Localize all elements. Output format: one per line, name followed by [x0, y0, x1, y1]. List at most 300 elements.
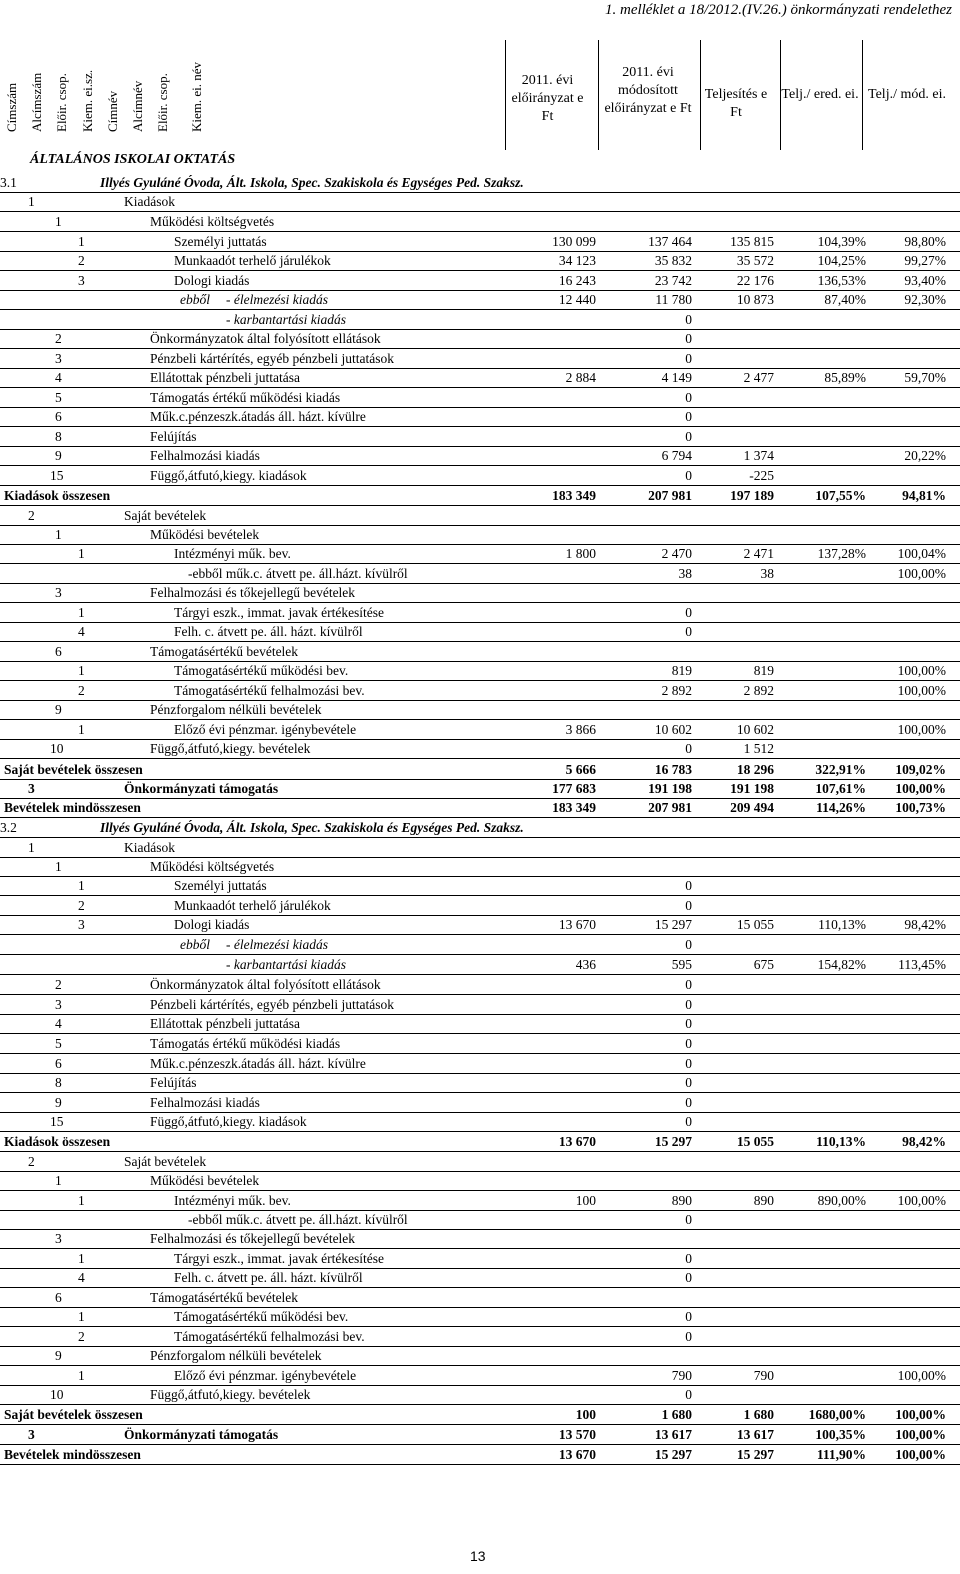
row-label: 1 [78, 546, 85, 561]
row-label: Felh. c. átvett pe. áll. házt. kívülről [174, 624, 363, 639]
table-row [0, 661, 960, 680]
row-label: - karbantartási kiadás [226, 312, 346, 327]
row-label: 1 [55, 1173, 62, 1188]
table-row [0, 407, 960, 426]
row-value: 177 683 [552, 781, 596, 796]
row-label: 2 [78, 898, 85, 913]
table-row [0, 857, 960, 876]
row-label: Felhalmozási és tőkejellegű bevételek [150, 585, 356, 600]
row-label: Tárgyi eszk., immat. javak értékesítése [174, 1251, 385, 1266]
row-value: 2 892 [743, 683, 774, 698]
row-label: Kiadások [124, 840, 175, 855]
column-header-vertical [2, 40, 22, 148]
column-header-c3: Teljesítés e Ft [704, 87, 768, 120]
column-header-vertical [103, 40, 123, 148]
row-label: Önkormányzati támogatás [124, 779, 278, 799]
row-label: 1 [78, 722, 85, 737]
table-row [0, 1366, 960, 1385]
row-label: 3 [55, 1231, 62, 1246]
table-row [0, 212, 960, 231]
row-label: Illyés Gyuláné Óvoda, Ált. Iskola, Spec. Szakiskola és Egységes Ped. Szaksz. [100, 820, 524, 835]
row-label: 1 [78, 1368, 85, 1383]
column-header-label: Címnév [105, 90, 120, 132]
row-label: 1 [78, 1193, 85, 1208]
row-label: Működési költségvetés [150, 859, 275, 874]
row-value: 85,89% [824, 370, 866, 385]
column-header-vertical [187, 40, 207, 148]
row-value: 34 123 [558, 253, 596, 268]
row-value: 38 [760, 566, 774, 581]
row-label: 3.1 [0, 175, 17, 190]
row-value: 100,00% [895, 1447, 946, 1462]
row-value: 15 297 [654, 1447, 692, 1462]
table-row [0, 1445, 960, 1464]
table-row [0, 798, 960, 817]
table-row [0, 720, 960, 739]
row-label: Bevételek mindösszesen [4, 1447, 141, 1462]
row-value: 0 [685, 977, 692, 992]
row-label: Munkaadót terhelő járulékok [174, 253, 331, 268]
row-label: Felh. c. átvett pe. áll. házt. kívülről [174, 1270, 363, 1285]
row-label: - élelmezési kiadás [226, 292, 328, 307]
table-row [0, 1191, 960, 1210]
row-value: 0 [685, 409, 692, 424]
table-row [0, 622, 960, 641]
table-row [0, 818, 960, 837]
table-row [0, 583, 960, 602]
row-value: 595 [671, 957, 692, 972]
table-row [0, 1112, 960, 1131]
table-row [0, 838, 960, 857]
table-row [0, 1210, 960, 1229]
table-row [0, 427, 960, 446]
row-value: 0 [685, 1036, 692, 1051]
row-value: 35 832 [654, 253, 692, 268]
row-label: Függő,átfutó,kiegy. bevételek [150, 1387, 311, 1402]
table-row [0, 642, 960, 661]
column-header-label: Alcímnév [130, 80, 145, 132]
row-label: Felújítás [150, 1075, 197, 1090]
table-row [0, 310, 960, 329]
table-row [0, 975, 960, 994]
row-value: 0 [685, 878, 692, 893]
row-label: 1 [55, 859, 62, 874]
row-value: 13 670 [558, 917, 596, 932]
row-label: 1 [78, 663, 85, 678]
row-value: 93,40% [904, 273, 946, 288]
row-label: 4 [55, 1016, 62, 1031]
table-row [0, 896, 960, 915]
row-value: 819 [753, 663, 774, 678]
row-label: 3 [55, 997, 62, 1012]
row-value: 59,70% [904, 370, 946, 385]
row-value: 13 617 [736, 1427, 774, 1442]
row-label: 3 [28, 1427, 35, 1442]
row-label: Személyi juttatás [174, 878, 267, 893]
row-label: 15 [50, 1114, 64, 1129]
row-label: Illyés Gyuláné Óvoda, Ált. Iskola, Spec. Szakiskola és Egységes Ped. Szaksz. [100, 175, 524, 190]
row-label: 3 [55, 351, 62, 366]
row-label: 2 [28, 508, 35, 523]
row-value: 23 742 [654, 273, 692, 288]
row-value: 100,00% [897, 1368, 946, 1383]
row-label: Tárgyi eszk., immat. javak értékesítése [174, 605, 385, 620]
row-label: 8 [55, 1075, 62, 1090]
column-header-vertical [52, 40, 72, 148]
table-row [0, 681, 960, 700]
column-divider [780, 40, 781, 150]
row-label: Önkormányzati támogatás [124, 1425, 278, 1445]
row-value: 10 873 [736, 292, 774, 307]
row-value: 87,40% [824, 292, 866, 307]
row-value: 154,82% [817, 957, 866, 972]
column-header-c4: Telj./ ered. ei. [781, 87, 859, 102]
table-row [0, 506, 960, 525]
column-header-label: Előir. csop. [155, 73, 170, 132]
table-row [0, 955, 960, 974]
row-label: Intézményi műk. bev. [174, 546, 291, 561]
row-label: 3 [55, 585, 62, 600]
row-value: 16 783 [654, 762, 692, 777]
row-value: 100,73% [895, 800, 946, 815]
table-row [0, 192, 960, 211]
row-label: Felújítás [150, 429, 197, 444]
row-label: Ellátottak pénzbeli juttatása [150, 370, 300, 385]
column-header-c5: Telj./ mód. ei. [868, 87, 946, 102]
row-label: Függő,átfutó,kiegy. kiadások [150, 1114, 307, 1129]
row-value: 1 374 [743, 448, 774, 463]
row-label: Előző évi pénzmar. igénybevétele [174, 722, 357, 737]
row-value: 0 [685, 331, 692, 346]
row-label: Előző évi pénzmar. igénybevétele [174, 1368, 357, 1383]
row-value: 0 [685, 1309, 692, 1324]
row-label: Támogatásértékű működési bev. [174, 663, 349, 678]
row-value: 0 [685, 1387, 692, 1402]
row-label: ebből [180, 292, 210, 307]
row-label: Támogatásértékű bevételek [150, 1290, 299, 1305]
row-label: Támogatás értékű működési kiadás [150, 1036, 341, 1051]
table-row [0, 1132, 960, 1151]
row-label: 9 [55, 1095, 62, 1110]
row-label: ebből [180, 937, 210, 952]
column-divider [505, 40, 506, 150]
row-value: 790 [753, 1368, 774, 1383]
row-label: Saját bevételek összesen [4, 762, 143, 777]
row-value: 13 670 [558, 1134, 596, 1149]
row-label: Műk.c.pénzeszk.átadás áll. házt. kívülre [150, 409, 366, 424]
row-label: - élelmezési kiadás [226, 937, 328, 952]
table-row [0, 1034, 960, 1053]
row-label: Önkormányzatok által folyósított ellátások [150, 331, 381, 346]
table-row [0, 995, 960, 1014]
table-row [0, 486, 960, 505]
table-row [0, 368, 960, 387]
row-label: 6 [55, 1290, 62, 1305]
row-value: 100,00% [897, 566, 946, 581]
column-header-label: Kiem. ei.sz. [80, 69, 95, 132]
row-value: 100,00% [895, 1427, 946, 1442]
table-row [0, 1288, 960, 1307]
row-value: 92,30% [904, 292, 946, 307]
column-divider [862, 40, 863, 150]
row-value: 99,27% [904, 253, 946, 268]
row-value: 98,80% [904, 234, 946, 249]
row-value: 1680,00% [808, 1407, 866, 1422]
row-value: 0 [685, 1251, 692, 1266]
table-row [0, 739, 960, 758]
row-value: 0 [685, 624, 692, 639]
table-row [0, 544, 960, 563]
row-value: 4 149 [661, 370, 692, 385]
table-row [0, 1249, 960, 1268]
row-label: Pénzforgalom nélküli bevételek [150, 702, 322, 717]
table-row [0, 446, 960, 465]
row-value: 130 099 [552, 234, 596, 249]
row-label: Saját bevételek összesen [4, 1407, 143, 1422]
column-header-vertical [78, 40, 98, 148]
row-label: Felhalmozási kiadás [150, 1095, 260, 1110]
table-row [0, 564, 960, 583]
row-label: Intézményi műk. bev. [174, 1193, 291, 1208]
row-label: 2 [55, 977, 62, 992]
row-value: 2 477 [743, 370, 774, 385]
row-value: 2 470 [661, 546, 692, 561]
row-value: 100,35% [815, 1427, 866, 1442]
page-number: 13 [470, 1548, 486, 1564]
row-label: 2 [55, 331, 62, 346]
row-label: Pénzbeli kártérítés, egyéb pénzbeli juttatások [150, 997, 395, 1012]
row-value: 38 [678, 566, 692, 581]
row-label: 1 [28, 194, 35, 209]
row-label: Munkaadót terhelő járulékok [174, 898, 331, 913]
table-row [0, 760, 960, 779]
row-label: 1 [78, 234, 85, 249]
row-label: Dologi kiadás [174, 273, 250, 288]
row-label: Függő,átfutó,kiegy. bevételek [150, 741, 311, 756]
table-row [0, 1229, 960, 1248]
row-value: 322,91% [815, 762, 866, 777]
table-row [0, 779, 960, 798]
row-label: Kiadások összesen [4, 488, 111, 503]
row-label: 1 [55, 214, 62, 229]
row-label: Saját bevételek [124, 508, 207, 523]
row-value: 100 [575, 1407, 596, 1422]
table-row [0, 876, 960, 895]
row-value: 100,00% [897, 1193, 946, 1208]
table-row [0, 1152, 960, 1171]
row-value: 13 570 [558, 1427, 596, 1442]
row-label: 9 [55, 702, 62, 717]
row-label: 2 [78, 253, 85, 268]
row-value: 98,42% [904, 917, 946, 932]
row-divider [0, 1464, 960, 1465]
row-value: 0 [685, 937, 692, 952]
column-header-c1: 2011. évi előirányzat e Ft [511, 73, 584, 124]
row-value: 100,04% [897, 546, 946, 561]
table-row [0, 466, 960, 485]
row-label: Működési bevételek [150, 527, 260, 542]
row-label: Bevételek mindösszesen [4, 800, 141, 815]
column-header-label: Kiem. ei. név [189, 61, 204, 132]
row-value: 107,61% [815, 781, 866, 796]
row-label: Kiadások [124, 194, 175, 209]
table-row [0, 1073, 960, 1092]
row-value: 207 981 [648, 488, 692, 503]
row-value: 0 [685, 468, 692, 483]
table-row [0, 1327, 960, 1346]
row-value: 675 [753, 957, 774, 972]
column-header-vertical [27, 40, 47, 148]
row-value: 13 617 [654, 1427, 692, 1442]
row-value: 0 [685, 429, 692, 444]
row-label: Függő,átfutó,kiegy. kiadások [150, 468, 307, 483]
row-value: 12 440 [558, 292, 596, 307]
row-value: 183 349 [552, 800, 596, 815]
row-label: -ebből műk.c. átvett pe. áll.házt. kívülről [188, 566, 408, 581]
row-label: Saját bevételek [124, 1154, 207, 1169]
table-row [0, 1385, 960, 1404]
row-label: Támogatásértékű bevételek [150, 644, 299, 659]
row-label: Személyi juttatás [174, 234, 267, 249]
row-value: 0 [685, 1270, 692, 1285]
row-label: 3 [28, 781, 35, 796]
row-label: Ellátottak pénzbeli juttatása [150, 1016, 300, 1031]
row-value: 0 [685, 1016, 692, 1031]
row-value: 15 055 [736, 1134, 774, 1149]
row-value: 0 [685, 390, 692, 405]
row-value: 0 [685, 1114, 692, 1129]
row-value: 183 349 [552, 488, 596, 503]
row-value: 10 602 [654, 722, 692, 737]
table-row [0, 290, 960, 309]
table-row [0, 603, 960, 622]
row-label: Támogatásértékű felhalmozási bev. [174, 1329, 365, 1344]
column-divider [700, 40, 701, 150]
row-label: Támogatásértékű működési bev. [174, 1309, 349, 1324]
column-divider [598, 40, 599, 150]
row-value: 20,22% [904, 448, 946, 463]
row-value: 94,81% [902, 488, 946, 503]
table-row [0, 700, 960, 719]
row-value: 135 815 [730, 234, 774, 249]
column-header-label: Előir. csop. [54, 73, 69, 132]
row-label: Felhalmozási és tőkejellegű bevételek [150, 1231, 356, 1246]
table-row [0, 232, 960, 251]
table-row [0, 1014, 960, 1033]
row-value: 191 198 [648, 781, 692, 796]
row-value: 890,00% [817, 1193, 866, 1208]
row-label: Műk.c.pénzeszk.átadás áll. házt. kívülre [150, 1056, 366, 1071]
row-value: 2 471 [743, 546, 774, 561]
row-value: 0 [685, 312, 692, 327]
row-value: 100,00% [897, 663, 946, 678]
row-value: 113,45% [898, 957, 946, 972]
row-label: 2 [78, 1329, 85, 1344]
row-value: 207 981 [648, 800, 692, 815]
row-value: 107,55% [815, 488, 866, 503]
row-label: Pénzforgalom nélküli bevételek [150, 1348, 322, 1363]
column-header-label: Címszám [4, 82, 19, 132]
table-row [0, 1171, 960, 1190]
row-divider [0, 758, 960, 759]
column-header-vertical [153, 40, 173, 148]
row-value: 18 296 [736, 762, 774, 777]
row-label: 1 [78, 605, 85, 620]
row-value: 110,13% [816, 1134, 866, 1149]
row-label: Önkormányzatok által folyósított ellátások [150, 977, 381, 992]
row-value: 13 670 [558, 1447, 596, 1462]
row-value: 197 189 [730, 488, 774, 503]
table-row [0, 388, 960, 407]
row-value: 0 [685, 1095, 692, 1110]
row-value: 0 [685, 741, 692, 756]
row-label: 8 [55, 429, 62, 444]
row-value: 22 176 [736, 273, 774, 288]
row-label: Támogatás értékű működési kiadás [150, 390, 341, 405]
table-row [0, 271, 960, 290]
table-row [0, 915, 960, 934]
row-value: 1 680 [661, 1407, 692, 1422]
row-label: 2 [28, 1154, 35, 1169]
row-label: 6 [55, 1056, 62, 1071]
row-label: Pénzbeli kártérítés, egyéb pénzbeli juttatások [150, 351, 395, 366]
table-row [0, 173, 960, 192]
row-value: 2 892 [661, 683, 692, 698]
row-value: 10 602 [736, 722, 774, 737]
row-value: 137 464 [648, 234, 692, 249]
row-value: 890 [753, 1193, 774, 1208]
table-row [0, 349, 960, 368]
row-value: 104,25% [817, 253, 866, 268]
row-value: 790 [671, 1368, 692, 1383]
row-label: 6 [55, 409, 62, 424]
row-value: 0 [685, 1056, 692, 1071]
row-label: 5 [55, 390, 62, 405]
row-value: 5 666 [565, 762, 596, 777]
row-value: 0 [685, 351, 692, 366]
table-row [0, 251, 960, 270]
row-value: 0 [685, 1329, 692, 1344]
row-label: Működési bevételek [150, 1173, 260, 1188]
row-value: 6 794 [661, 448, 692, 463]
row-value: 1 800 [565, 546, 596, 561]
row-value: 98,42% [902, 1134, 946, 1149]
row-label: Dologi kiadás [174, 917, 250, 932]
table-row [0, 1425, 960, 1444]
table-row [0, 1054, 960, 1073]
row-value: 114,26% [816, 800, 866, 815]
row-label: 1 [55, 527, 62, 542]
row-label: 9 [55, 448, 62, 463]
row-value: 0 [685, 605, 692, 620]
row-label: Felhalmozási kiadás [150, 448, 260, 463]
table-row [0, 1093, 960, 1112]
row-label: 1 [78, 1251, 85, 1266]
row-label: 6 [55, 644, 62, 659]
column-header-c2: 2011. évi módosított előirányzat e Ft [604, 65, 692, 116]
row-value: -225 [749, 468, 774, 483]
row-value: 136,53% [817, 273, 866, 288]
row-value: 100,00% [895, 1407, 946, 1422]
row-value: 3 866 [565, 722, 596, 737]
section-title: ÁLTALÁNOS ISKOLAI OKTATÁS [30, 152, 236, 167]
row-value: 11 780 [655, 292, 692, 307]
row-label: Kiadások összesen [4, 1134, 111, 1149]
row-label: 3.2 [0, 820, 17, 835]
table-row [0, 1346, 960, 1365]
row-label: 4 [78, 1270, 85, 1285]
row-value: 1 680 [743, 1407, 774, 1422]
